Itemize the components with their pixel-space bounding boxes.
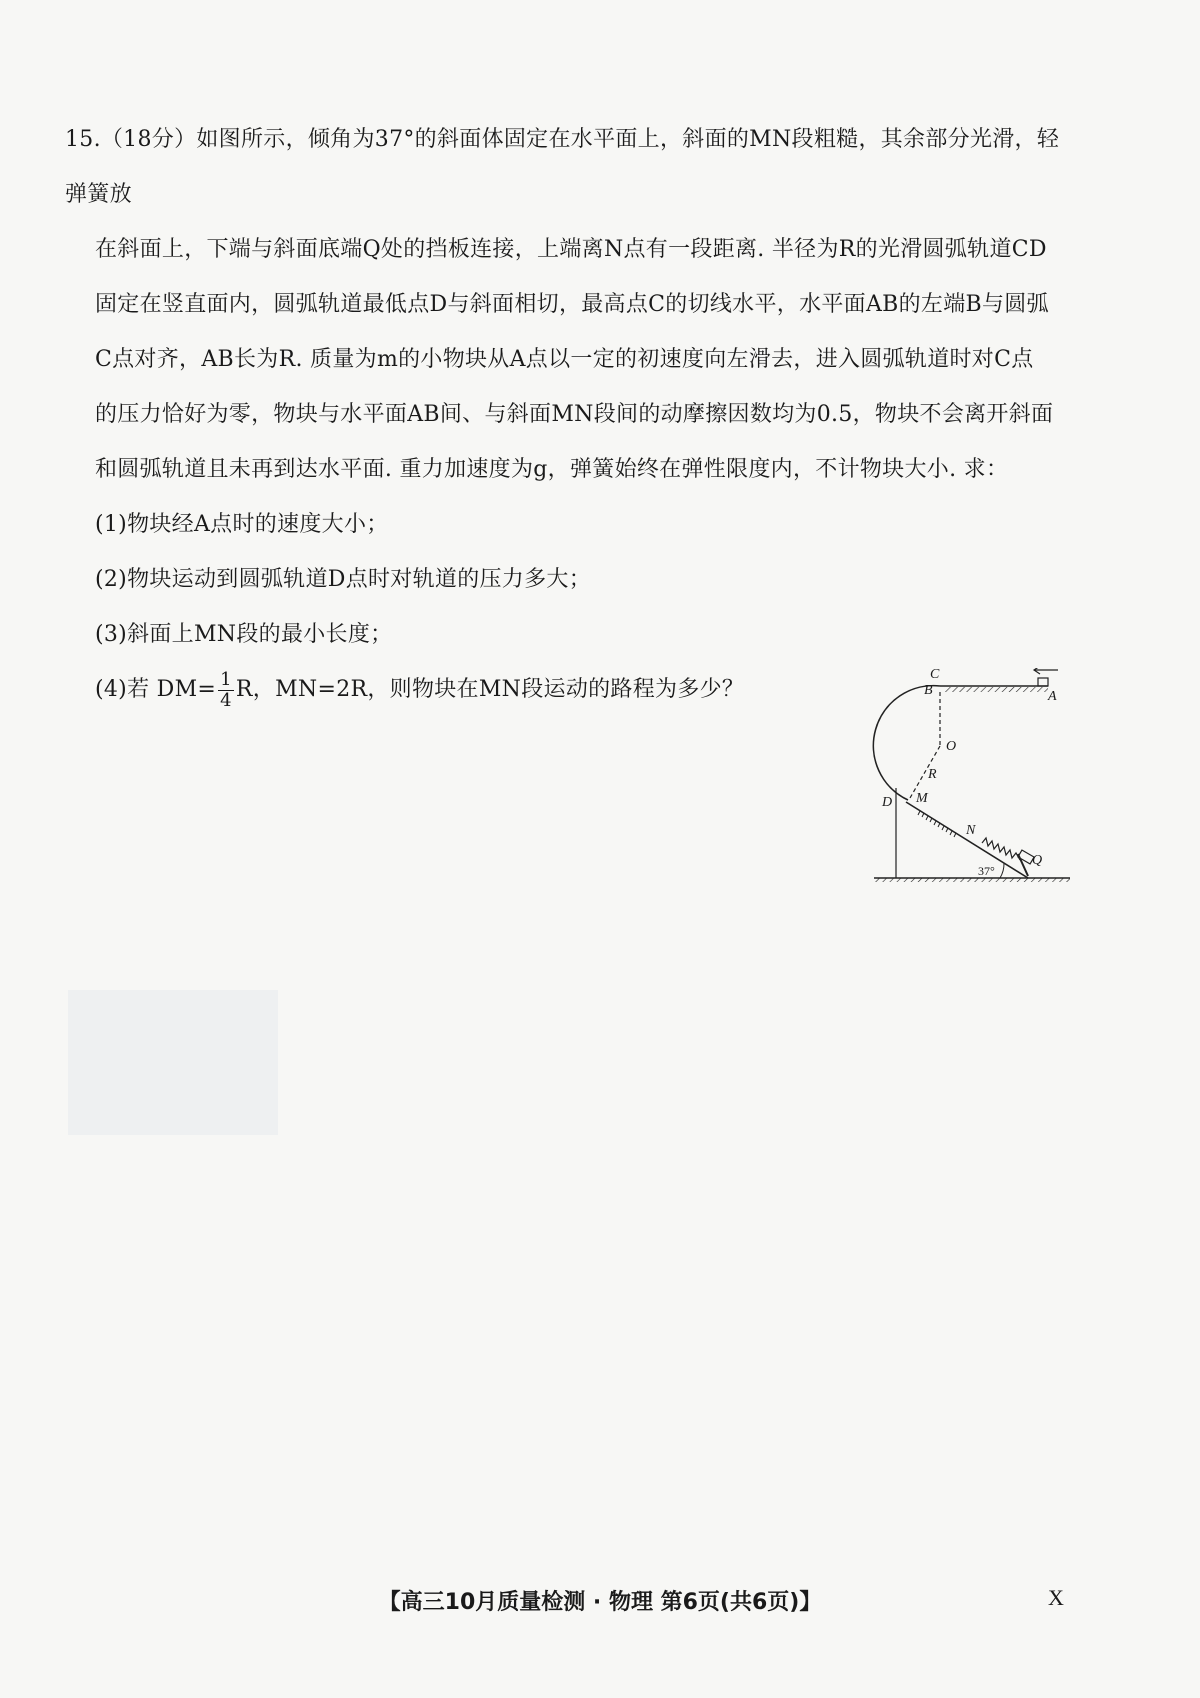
label-m: M [916,791,928,806]
label-angle: 37° [978,864,995,878]
angle-arc [1000,863,1004,878]
physics-diagram [870,668,1080,888]
label-b: B [924,683,933,698]
question-4-suffix: R，MN=2R，则物块在MN段运动的路程为多少？ [235,677,745,702]
problem-stem-line-2: 在斜面上，下端与斜面底端Q处的挡板连接，上端离N点有一段距离. 半径为R的光滑圆弧轨道CD [95,237,1047,262]
question-1: (1)物块经A点时的速度大小； [95,512,389,537]
page-footer: 【高三10月质量检测 · 物理 第6页(共6页)】 [378,1590,822,1615]
label-n: N [966,823,976,838]
question-2: (2)物块运动到圆弧轨道D点时对轨道的压力多大； [95,567,592,592]
footer-mark: X [1048,1585,1064,1610]
label-q: Q [1032,853,1043,868]
rough-segment-mn [918,811,956,837]
problem-15 [65,112,1075,717]
problem-stem-line-1: 15.（18分）如图所示，倾角为37°的斜面体固定在水平面上，斜面的MN段粗糙，其余部分光滑，轻弹簧放 [65,127,1060,207]
spring [982,838,1020,860]
fraction-denominator: 4 [220,689,232,711]
problem-stem-line-5: 的压力恰好为零，物块与水平面AB间、与斜面MN段间的动摩擦因数均为0.5，物块不会离开斜面 [95,402,1054,427]
question-3: (3)斜面上MN段的最小长度； [95,622,393,647]
ground-hatch [874,878,1070,882]
problem-stem-line-4: C点对齐，AB长为R. 质量为m的小物块从A点以一定的初速度向左滑去，进入圆弧轨道时对C点 [95,347,1034,372]
label-c: C [930,668,940,682]
problem-stem-line-6: 和圆弧轨道且未再到达水平面. 重力加速度为g，弹簧始终在弹性限度内，不计物块大小. 求： [95,457,1009,482]
label-a: A [1048,689,1057,704]
fraction-numerator: 1 [220,668,232,690]
surface-ab-hatch [944,687,1048,692]
arc-track [873,686,940,800]
label-d: D [882,795,893,810]
block-a [1038,678,1048,686]
label-o: O [946,739,957,754]
question-4-prefix: (4)若 DM= [95,677,217,702]
problem-stem-line-3: 固定在竖直面内，圆弧轨道最低点D与斜面相切，最高点C的切线水平，水平面AB的左端B与圆弧 [95,292,1049,317]
fraction [218,670,234,711]
faded-print-area [68,990,278,1135]
label-r: R [928,767,937,782]
velocity-arrowhead [1034,668,1040,674]
